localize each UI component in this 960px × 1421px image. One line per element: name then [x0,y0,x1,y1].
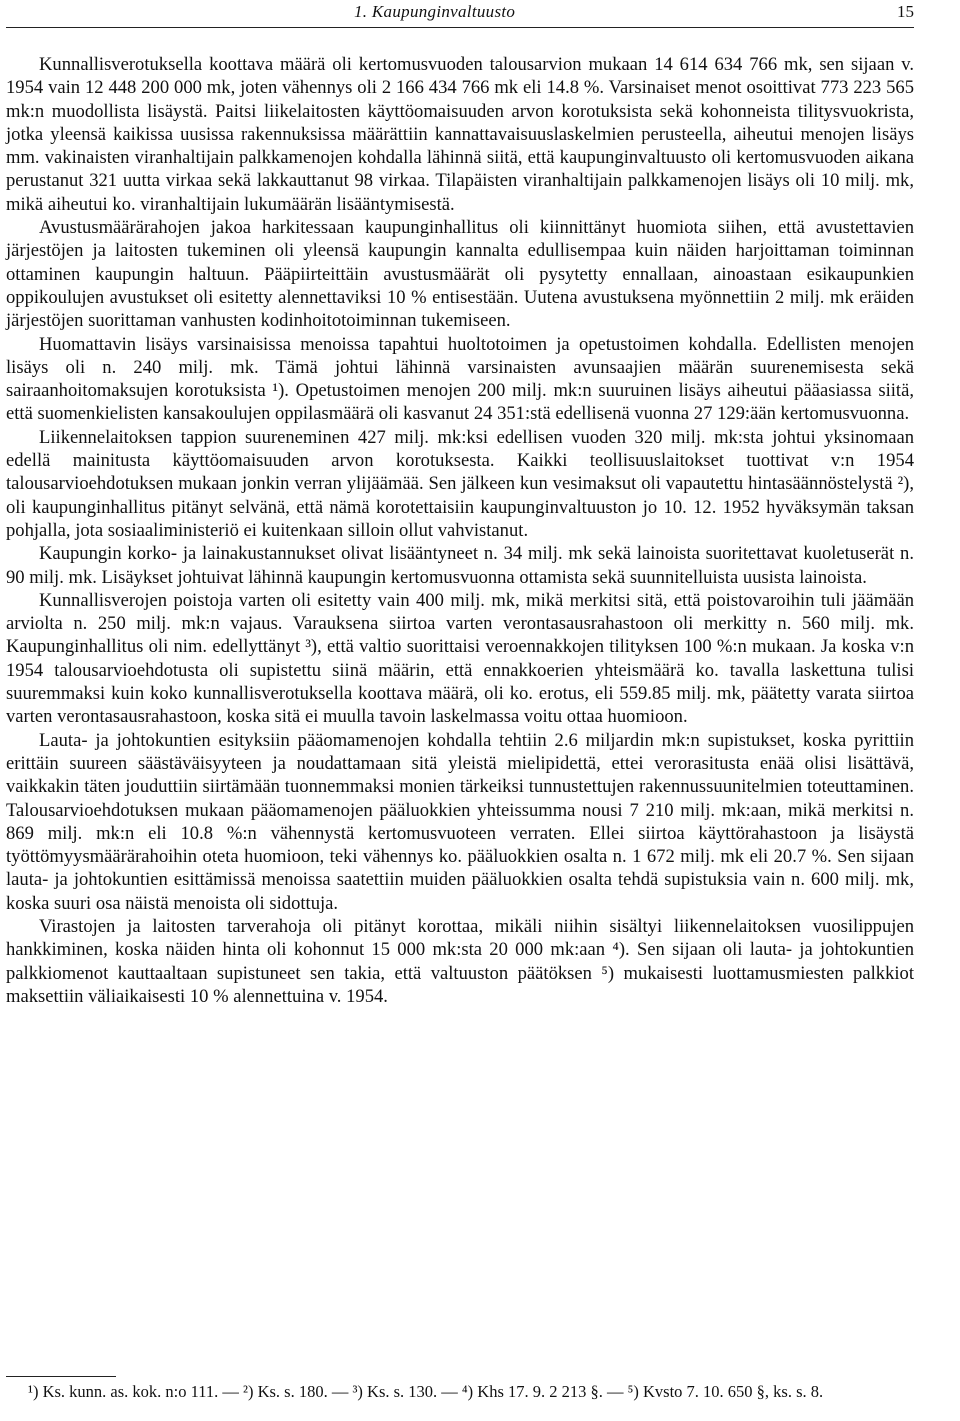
paragraph: Kunnallisverotuksella koottava määrä oli kertomusvuoden talousarvion mukaan 14 614 634 766 mk, sen sijaan v. 1954 vain 12 448 200 000 mk, joten vähennys oli 2 166 434 766 mk eli 14.8 %. Varsinaiset menot osoittivat 773 223 565 mk:n muodollista lisäystä. Paitsi liikelaitosten käyttöomaisuuden arvon korotuksista sekä kohonneista tilitysvuokrista, jotka yleensä kaikissa uusissa rakennuksissa määrättiin kannattavaisuuslaskelmien perusteella, aiheutui menojen lisäys mm. vakinaisten viranhaltijain palkkamenojen kohdalla lähinnä siitä, että kaupunginvaltuusto oli kertomusvuoden aikana perustanut 321 uutta virkaa sekä lakkauttanut 98 virkaa. Tilapäisten viranhaltijain palkkamenojen lisäys oli 10 milj. mk, mikä aiheutui ko. viranhaltijain lukumäärän lisääntymisestä. [6,54,914,215]
running-header [6,0,914,24]
paragraph: Huomattavin lisäys varsinaisissa menoissa tapahtui huoltotoimen ja opetustoimen kohdalla. Edellisten menojen lisäys oli n. 240 milj. mk. Tämä johtui lähinnä varsinaisten avunsaajien määrän suurenemisesta sekä sairaanhoitomaksujen korotuksista ¹). Opetustoimen menojen 200 milj. mk:n suuruinen lisäys aiheutui pääasiassa siitä, että suomenkielisten kansakoulujen oppilasmäärä oli kasvanut 24 351:stä edellisenä vuonna 27 129:ään kertomusvuonna. [6,333,914,425]
paragraph: Virastojen ja laitosten tarverahoja oli pitänyt korottaa, mikäli niihin sisältyi liikennelaitoksen vuosilippujen hankkiminen, koska näiden hinta oli kohonnut 15 000 mk:sta 20 000 mk:aan ⁴). Sen sijaan oli lauta- ja johtokuntien palkkiomenot kauttaaltaan supistuneet sen takia, että valtuuston päätöksen ⁵) mukaisesti luottamusmiesten palkkiot maksettiin väliaikaisesti 10 % alennettuina v. 1954. [6,915,914,1007]
footnote-rule [6,1376,116,1377]
paragraph: Lauta- ja johtokuntien esityksiin pääomamenojen kohdalla tehtiin 2.6 miljardin mk:n supistukset, koska pyrittiin erittäin suureen säästäväisyyteen ja noudattamaan sitä yleistä mielipidettä, ettei verorasitusta enää olisi lisättävä, vaikkakin täten jouduttiin siirtämään tuonnemmaksi monien tärkeiksi tunnustettujen rakennussuunitelmien toteuttaminen. Talousarvioehdotuksen mukaan pääomamenojen pääluokkien yhteissumma nousi 7 210 milj. mk:aan, mikä merkitsi n. 869 milj. mk:n eli 10.8 %:n vähennystä kertomusvuoteen verraten. Ellei siirtoa käyttörahastoon ja lisäystä työttömyysmäärärahoihin oteta huomioon, teki vähennys ko. pääluokkien osalta n. 1 672 milj. mk eli 20.7 %. Sen sijaan lauta- ja johtokuntien esittämissä menoissa saatettiin muiden pääluokkien osalta tehdä supistuksia vain n. 600 milj. mk, koska suuri osa näistä menoista oli sidottuja. [6,729,914,914]
header-rule [6,27,914,28]
paragraph: Liikennelaitoksen tappion suureneminen 427 milj. mk:ksi edellisen vuoden 320 milj. mk:sta johtui yksinomaan edellä mainitusta käyttöomaisuuden arvon korotuksesta. Kaikki teollisuuslaitokset tuottivat v:n 1954 talousarvioehdotuksen mukaan jonkin verran ylijäämää. Sen jälkeen kun vesimaksut oli vapautettu hintasäännöstelystä ²), oli kaupunginhallitus pitänyt selvänä, että nämä korotettaisiin kaupunginvaltuuston jo 10. 12. 1952 hyväksymän taksan pohjalla, jota sosiaaliministeriö ei kuitenkaan silloin ollut vahvistanut. [6,426,914,541]
body-text [6,53,914,1008]
chapter-title: 1. Kaupunginvaltuusto [354,2,516,21]
paragraph: Kaupungin korko- ja lainakustannukset olivat lisääntyneet n. 34 milj. mk sekä lainoista suoritettavat kuoletuserät n. 90 milj. mk. Lisäykset johtuivat lähinnä kaupungin kertomusvuonna ottamista sekä suunnitelluista uusista lainoista. [6,543,914,588]
page-number: 15 [897,2,914,21]
paragraph: Kunnallisverojen poistoja varten oli esitetty vain 400 milj. mk, mikä merkitsi sitä, että poistovaroihin tuli jäämään arviolta n. 250 milj. mk:n vajaus. Varauksena siirtoa varten verontasausrahastoon oli merkitty n. 560 milj. mk. Kaupunginhallitus oli nim. edellyttänyt ³), että valtio suorittaisi veroennakkojen tilityksen 100 %:n mukaan. Ja koska v:n 1954 talousarvioehdotusta oli supistettu siinä määrin, että ennakkoerien yhteismäärä ko. tavalla laskettuna tulisi suuremmaksi kuin koko kunnallisverotuksella koottava määrä, oli ko. erotus, eli 559.85 milj. mk, päätetty varata siirtoa varten verontasausrahastoon, koska sitä ei muulla tavoin laskelmassa voitu ottaa huomioon. [6,589,914,728]
footnote-text: ¹) Ks. kunn. as. kok. n:o 111. — ²) Ks. s. 180. — ³) Ks. s. 130. — ⁴) Khs 17. 9. 2 213 §. — ⁵) Kvsto 7. 10. 650 §, ks. s. 8. [28,1382,824,1401]
footnotes [6,1382,914,1402]
paragraph: Avustusmäärärahojen jakoa harkitessaan kaupunginhallitus oli kiinnittänyt huomiota siihen, että avustettavien järjestöjen ja laitosten tukeminen oli yleensä kaupungin kannalta edullisempaa kuin näiden harjoittaman toiminnan ottaminen kaupungin haltuun. Pääpiirteittäin avustusmäärät oli pysytetty ennallaan, ainoastaan esikaupunkien oppikoulujen avustukset oli esitetty alennettaviksi 10 % entisestään. Uutena avustuksena myönnettiin 2 milj. mk eräiden järjestöjen suorittaman vanhusten kodinhoitotoiminnan tukemiseen. [6,217,914,332]
